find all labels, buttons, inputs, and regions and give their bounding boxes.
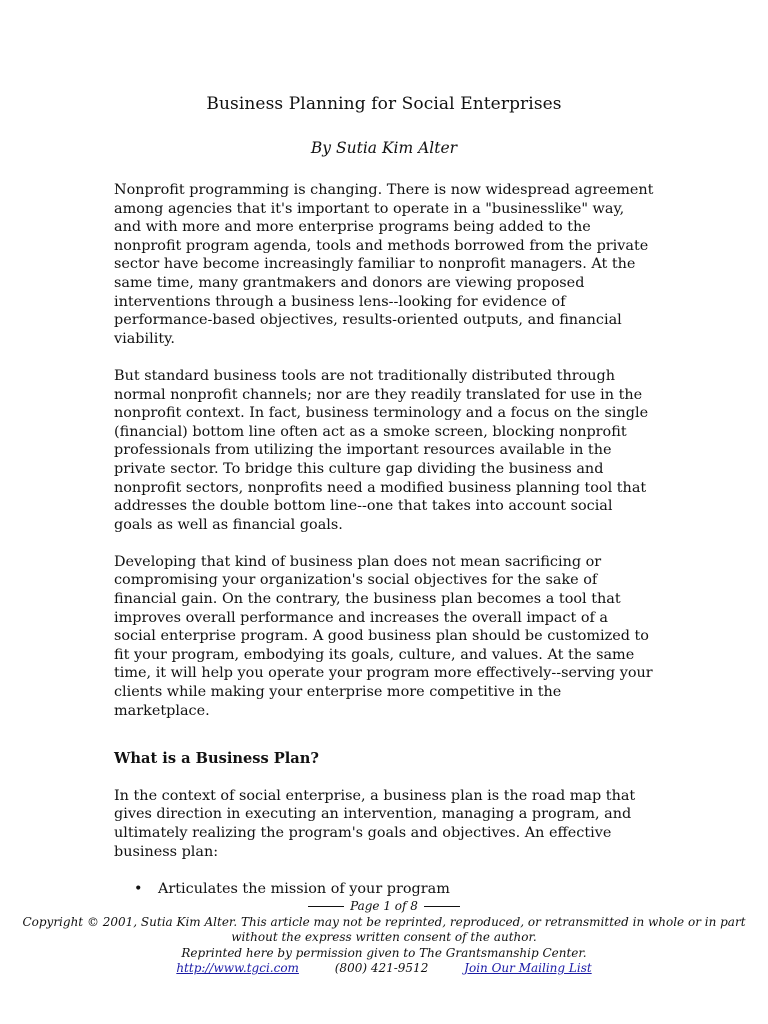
website-link[interactable]: http://www.tgci.com: [176, 961, 299, 975]
page-number-line: [0, 899, 768, 915]
divider: [424, 906, 460, 907]
divider: [308, 906, 344, 907]
list-item: [114, 880, 654, 899]
bullet-icon: •: [134, 880, 143, 897]
list-item-text: Articulates the mission of your program: [158, 880, 450, 897]
paragraph: Nonprofit programming is changing. There is now widespread agreement among agencies that it's important to operate in a "businesslike" way, and with more and more enterprise programs being added to the nonprofit program agenda, tools and methods borrowed from the private sector have become increasingly familiar to nonprofit managers. At the same time, many grantmakers and donors are viewing proposed interventions through a business lens--looking for evidence of performance-based objectives, results-oriented outputs, and financial viability.: [114, 182, 654, 347]
page-footer: [0, 899, 768, 977]
page-number: Page 1 of 8: [350, 899, 418, 913]
bullet-list: [114, 880, 654, 899]
document-author: By Sutia Kim Alter: [310, 139, 458, 157]
document-title: Business Planning for Social Enterprises: [206, 94, 562, 114]
paragraph: In the context of social enterprise, a business plan is the road map that gives direction in executing an intervention, managing a program, and ultimately realizing the program's goals and objectives. An effective business plan:: [114, 787, 636, 860]
section-heading: What is a Business Plan?: [114, 750, 319, 768]
paragraph: But standard business tools are not traditionally distributed through normal nonprofit channels; nor are they readily translated for use in the nonprofit context. In fact, business terminology and a focus on the single (financial) bottom line often act as a smoke screen, blocking nonprofit professionals from utilizing the important resources available in the private sector. To bridge this culture gap dividing the business and nonprofit sectors, nonprofits need a modified business planning tool that addresses the double bottom line--one that takes into account social goals as well as financial goals.: [114, 367, 649, 533]
paragraph: Developing that kind of business plan does not mean sacrificing or compromising your organization's social objectives for the sake of financial gain. On the contrary, the business plan becomes a tool that improves overall performance and increases the overall impact of a social enterprise program. A good business plan should be customized to fit your program, embodying its goals, culture, and values. At the same time, it will help you operate your program more effectively--serving your clients while making your enterprise more competitive in the marketplace.: [114, 553, 653, 719]
mailing-list-link[interactable]: Join Our Mailing List: [464, 961, 592, 975]
copyright-notice: Copyright © 2001, Sutia Kim Alter. This article may not be reprinted, reproduced, or retransmitted in whole or in part without the express written consent of the author.: [22, 914, 746, 944]
phone-number: (800) 421-9512: [334, 961, 429, 975]
footer-links: [0, 961, 768, 977]
permission-notice: Reprinted here by permission given to The Grantsmanship Center.: [181, 945, 587, 960]
document-body: [114, 181, 654, 898]
